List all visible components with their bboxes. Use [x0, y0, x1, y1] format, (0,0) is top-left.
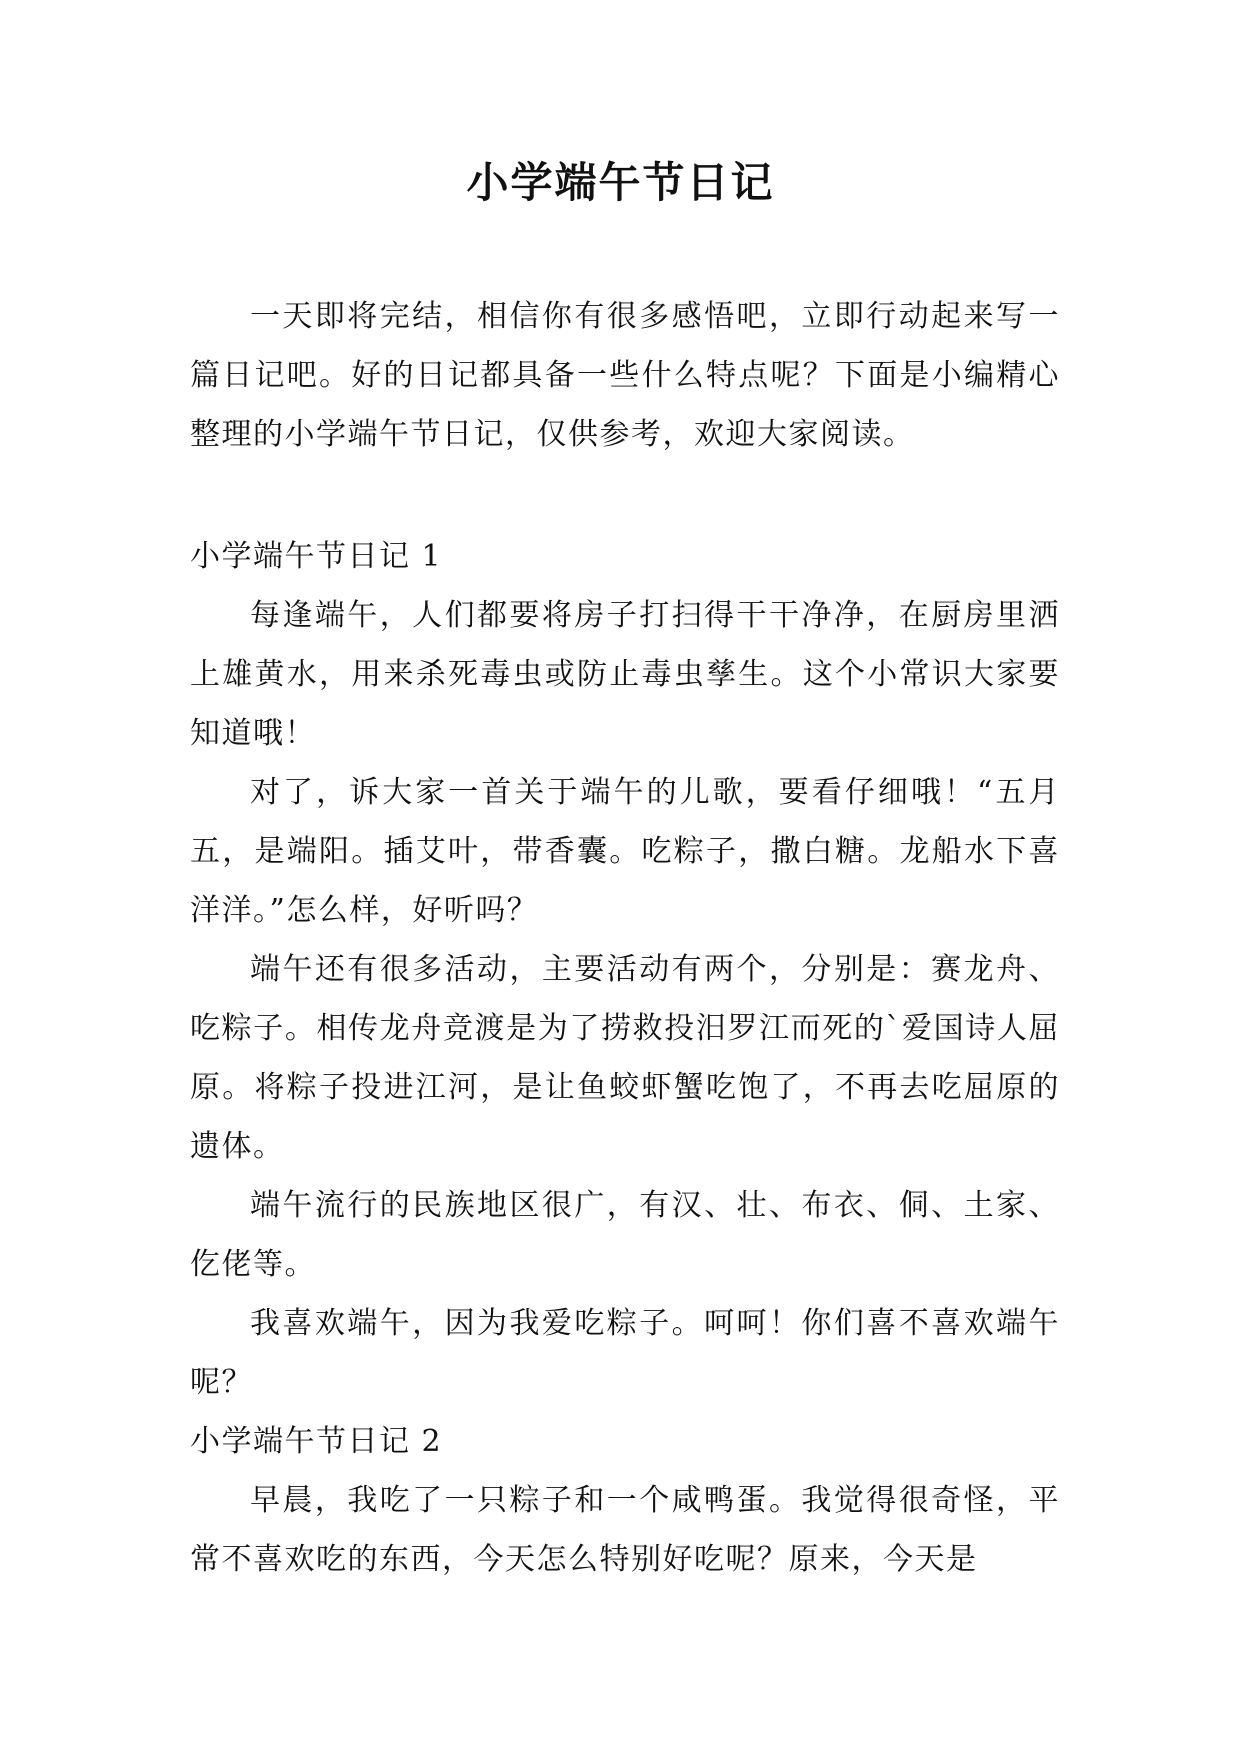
body-paragraph: 每逢端午，人们都要将房子打扫得干干净净，在厨房里洒上雄黄水，用来杀死毒虫或防止毒虫孳生。这个小常识大家要知道哦！ — [190, 598, 1060, 751]
diary-section-2 — [190, 1412, 1060, 1589]
body-paragraph: 我喜欢端午，因为我爱吃粽子。呵呵！你们喜不喜欢端午呢？ — [190, 1306, 1060, 1400]
body-paragraph: 对了，诉大家一首关于端午的儿歌，要看仔细哦！“五月五，是端阳。插艾叶，带香囊。吃粽子，撒白糖。龙船水下喜洋洋。”怎么样，好听吗？ — [190, 775, 1060, 928]
intro-paragraph: 一天即将完结，相信你有很多感悟吧，立即行动起来写一篇日记吧。好的日记都具备一些什么特点呢？下面是小编精心整理的小学端午节日记，仅供参考，欢迎大家阅读。 — [190, 299, 1060, 452]
section-heading: 小学端午节日记 1 — [190, 539, 443, 574]
document-title: 小学端午节日记 — [466, 158, 775, 207]
body-paragraph: 端午还有很多活动，主要活动有两个，分别是：赛龙舟、吃粽子。相传龙舟竞渡是为了捞救投汨罗江而死的`爱国诗人屈原。将粽子投进江河，是让鱼蛟虾蟹吃饱了，不再去吃屈原的遗体。 — [190, 952, 1060, 1164]
body-paragraph: 端午流行的民族地区很广，有汉、壮、布衣、侗、土家、仡佬等。 — [190, 1188, 1060, 1282]
section-heading: 小学端午节日记 2 — [190, 1424, 443, 1459]
document-body — [190, 287, 1060, 1589]
body-paragraph: 早晨，我吃了一只粽子和一个咸鸭蛋。我觉得很奇怪，平常不喜欢吃的东西，今天怎么特别好吃呢？原来，今天是 — [190, 1483, 1060, 1577]
section-spacer — [190, 464, 1060, 527]
diary-section-1 — [190, 527, 1060, 1412]
